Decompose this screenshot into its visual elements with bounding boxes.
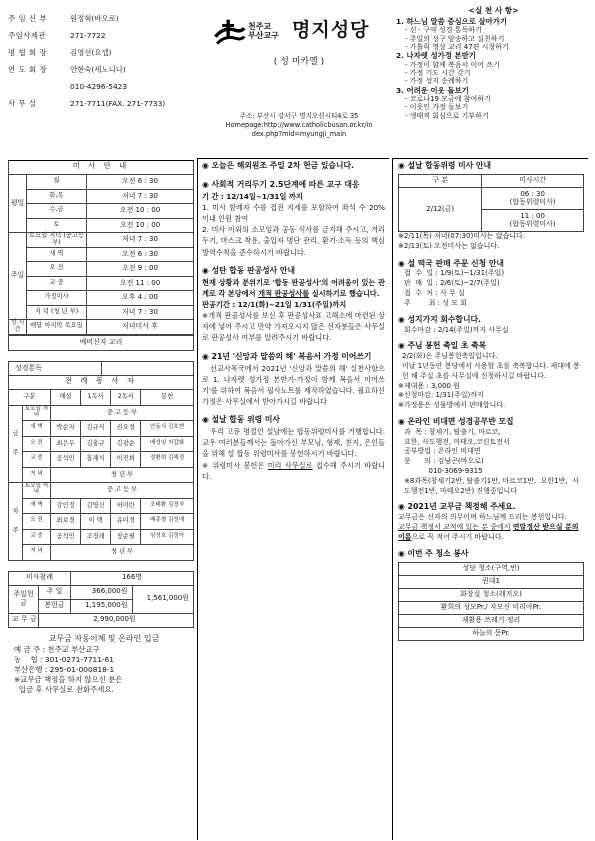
sched-row	[9, 452, 194, 468]
bulletin-header	[8, 6, 588, 156]
mass-time: 오전 10 : 00	[87, 218, 194, 233]
practice-item: - 신 · 구약 성경 통독하기	[405, 26, 482, 35]
cleaning-heading: ◉ 이번 주 청소 봉사	[398, 548, 469, 558]
weekly-offering-label: 주일헌금	[9, 585, 39, 613]
confession-notice-underline: 개적 판공성사를	[258, 288, 310, 298]
candle-blessing-body: 2/2(화)은 주님봉헌축일입니다. 이날 1년동안 봉당에서 사용할 초를 축복합니다. 제대에 봉헌 해 주실 초를 사무실에 신청하시길 바랍니다.	[402, 352, 580, 380]
sched-row	[9, 467, 194, 483]
practice-item: - 가정이 함께 복음서 이어 쓰기	[405, 60, 500, 69]
sched-cell: 홍재식	[81, 452, 111, 468]
mass-row	[9, 262, 194, 277]
staff-row	[8, 95, 198, 112]
requiem-note-b: 접수해 주시기 바랍니다.	[202, 460, 386, 481]
bible-study-label: 성경통독	[9, 361, 102, 376]
sched-cell: 이 택	[81, 514, 111, 530]
rice-cake-heading: ◉ 설 떡국 판매 주문 신청 안내	[398, 258, 504, 268]
staff-role: 사 무 실	[8, 98, 37, 108]
bible-study-table	[8, 361, 194, 377]
distancing-heading: ◉ 사회적 거리두기 2.5단계에 따른 교구 대응	[202, 179, 360, 189]
pledge-label: 교 무 금	[9, 613, 39, 627]
right-column	[392, 158, 588, 840]
bank-line: 입금 후 사무실로 전화주세요.	[14, 685, 114, 695]
sunday-offering-label: 주 일	[39, 585, 71, 599]
pledge-heading: ◉ 2021년 교무금 책정해 주세요.	[398, 502, 516, 512]
sched-merged-cell: 중 고 등 부	[51, 483, 194, 499]
pledge-underline-1: 교무금 책정서 교적에 있는 분 중에서	[398, 523, 511, 532]
mass-group-label: 평일	[9, 175, 27, 233]
sched-cell: 이진희	[111, 452, 141, 468]
weekly-offering-total: 1,561,000원	[132, 585, 194, 613]
sched-cell: 안동식 김호현	[141, 421, 194, 437]
staff-role: 연 도 회 장	[8, 64, 48, 74]
gospel-copy-heading: ◉ 21년 '신앙과 말씀의 해' 복음서 가정 이어쓰기	[202, 351, 372, 361]
liturgy-servers-table	[8, 389, 194, 561]
mass-time: 저녁 7 : 30	[87, 233, 194, 248]
staff-value: 271-7711(FAX. 271-7733)	[70, 98, 166, 108]
staff-row	[8, 61, 198, 78]
staff-value: 김영선(요셉)	[70, 47, 112, 57]
bank-transfer-info	[8, 634, 194, 696]
staff-row	[8, 27, 198, 44]
mass-time: 오전 6 : 30	[87, 247, 194, 262]
sched-cell: 김홍규	[81, 436, 111, 452]
diocese-line-2: 부산교구	[248, 31, 279, 41]
mass-day: 토	[27, 218, 87, 233]
practice-item: - 가정 기도 시간 갖기	[405, 68, 471, 77]
sched-header-cell: 2독서	[111, 390, 141, 406]
parish-name: 명지성당	[292, 19, 370, 41]
bank-line: ※교무금 책정을 하지 않으신 분은	[14, 675, 123, 685]
palm-return-body: 회수마감 : 2/14(주일)까지 사무실	[404, 325, 509, 334]
diocese-label	[248, 22, 279, 40]
mass-time: 오후 4 : 00	[87, 291, 194, 306]
bible-class-line: 요한, 사도행전, 마태오,코린토전서	[404, 437, 510, 446]
confession-period: 판공기간 : 12/1(화)~21일 1/31(주일)까지	[202, 299, 347, 309]
bible-class-line: 문 의 : 김남곤(바오로)	[404, 457, 484, 466]
new-year-requiem-body: 우리 고유 명절인 설날에는 합동위령미사를 거행합니다. 교우 여러분들께서는 돌아가신 부모님, 형제, 친지, 은인들을 위해 설 합동 위령미사를 봉헌하시기 바랍니다.	[202, 427, 385, 459]
catechism-table	[8, 335, 194, 351]
cleaning-row	[399, 575, 584, 588]
staff-value: 안현숙(세노니나)	[70, 64, 126, 74]
overseas-aid-notice: ◉ 오늘은 해외원조 주일 2차 헌금 있습니다.	[202, 161, 354, 170]
staff-role: 주임사제관	[8, 30, 47, 40]
requiem-col-time: 미사시간	[482, 174, 584, 187]
cleaning-row	[399, 601, 584, 614]
catechism-label: 예비신자 교리	[9, 335, 194, 350]
mass-group-label: 주일	[9, 233, 27, 320]
sched-row	[9, 405, 194, 421]
sched-mass: 오 전	[23, 436, 51, 452]
candle-blessing-notes	[398, 382, 584, 411]
staff-value: 원정혁(바오로)	[70, 13, 119, 23]
bible-class-line: 010-3069-9315	[404, 467, 483, 476]
sched-cell: 정환희 김해경	[141, 452, 194, 468]
mass-time: 오전 10 : 00	[87, 204, 194, 219]
bible-class-heading: ◉ 온라인 비대면 성경공부반 모집	[398, 416, 514, 426]
sched-row	[9, 529, 194, 545]
practice-heading: 3. 어려운 이웃 돌보기	[396, 85, 469, 95]
sunday-offering-value: 366,000원	[71, 585, 133, 599]
sched-cell: 박순자	[51, 421, 81, 437]
mass-day: 화,목	[27, 189, 87, 204]
rice-cake-line: 접 수 처 : 사 무 실	[404, 289, 465, 297]
sched-merged-cell: 청 년 부	[51, 545, 194, 561]
bible-class-details	[398, 428, 584, 497]
middle-column	[197, 158, 389, 840]
requiem-time-2-note: (합동위령미사)	[509, 220, 556, 229]
practice-item: - 생태적 회심으로 기부하기	[405, 111, 489, 120]
sched-row	[9, 498, 194, 514]
cleaning-table	[398, 562, 584, 641]
sched-header-cell: 해설	[51, 390, 81, 406]
sched-group-label: 금 주	[9, 405, 23, 483]
practice-item: - 가톨릭 영상 교리 47편 시청하기	[405, 42, 509, 51]
sched-row	[9, 483, 194, 499]
sched-merged-cell: 중 고 등 부	[51, 405, 194, 421]
cleaning-category: 화장실 청소(레지오)	[399, 588, 584, 601]
confession-notice	[202, 277, 385, 299]
sched-row	[9, 514, 194, 530]
requiem-note-1: ※2/11(목) 저녁(07:30)미사는 없습니다.	[398, 231, 525, 240]
sched-mass: 토요일 저 녁	[23, 405, 51, 421]
requiem-note-a: ※ 위령미사 봉헌은	[202, 460, 268, 470]
sched-cell: 임성호 김정아	[141, 529, 194, 545]
sched-cell: 김영신	[81, 498, 111, 514]
attendance-label: 미사참례	[9, 571, 71, 585]
mass-day: 토요일 저녁 (중고등부)	[27, 233, 87, 248]
pledge-instruction	[398, 523, 584, 543]
pledge-value: 2,990,000원	[39, 613, 194, 627]
mass-row	[9, 247, 194, 262]
rice-cake-line: 주 최 : 성 모 회	[404, 298, 467, 307]
rice-cake-line: 판 매 일 : 2/6(토)~2/7(주일)	[404, 279, 500, 288]
rice-cake-details	[398, 269, 584, 308]
candle-note: ※제대용 : 3,000 원	[398, 381, 460, 390]
sched-merged-cell: 청 년 부	[51, 467, 194, 483]
practice-title: <실 천 사 항>	[468, 6, 519, 15]
confession-body: ※개적 판공성사를 보신 후 판공성사표 고해소에 마련된 상자에 넣어 주시고 만약 가져오시지 않은 신자분들은 사무실로 판공성사 여부를 알려주시기 바랍니다.	[202, 311, 385, 343]
church-logo-icon	[212, 18, 246, 52]
attendance-value: 166명	[71, 571, 194, 585]
distancing-body-2: 2. 미사 이외의 소모임과 공동 식사를 금지해 주시고, 거리두기, 마스크 착용, 출입자 명단 관리, 환기·소독 등의 핵심 방역수칙을 준수하시기 바랍니다.	[202, 225, 385, 257]
confession-heading: ◉ 성탄 합동 판공성사 안내	[202, 265, 295, 275]
practice-heading: 1. 하느님 말씀 중심으로 살아가기	[396, 16, 508, 26]
cleaning-category: 성당 청소(구역,반)	[399, 562, 584, 575]
sched-mass: 저 녁	[23, 467, 51, 483]
distancing-body-1: 1. 미사 참례자 수를 접전 지세를 포함하여 좌석 수 20% 이내 인원 참여	[202, 202, 385, 224]
confession-row	[9, 320, 194, 335]
donation-label: 봉헌금	[39, 599, 71, 613]
sched-cell: 배성임 지갑화	[141, 436, 194, 452]
sched-cell: 허미란	[111, 498, 141, 514]
sched-cell: 김규식	[81, 421, 111, 437]
mass-day: 교 중	[27, 276, 87, 291]
pledge-body: 교무금은 신자의 의무이며 하느님께 드리는 봉헌입니다.	[398, 513, 567, 522]
mass-time: 오전 11 : 00	[87, 276, 194, 291]
new-year-requiem-note	[202, 460, 385, 482]
pledge-tail: 으로 꼭 적어 주시기 바랍니다.	[411, 532, 504, 541]
bible-class-line: ※8과목(창세기2반, 탈출기1반, 마르코1반, 요한1반, 사도행전1반, 마태오2반) 진행중입니다	[404, 476, 579, 495]
staff-row	[8, 78, 198, 95]
sched-cell: 최보경	[51, 514, 81, 530]
diocese-line-1: 천주교	[248, 22, 272, 31]
mass-day: 월	[27, 175, 87, 190]
practice-list	[396, 17, 591, 120]
sched-cell: 권오경	[111, 421, 141, 437]
cleaning-assignee: 퀸대1	[399, 575, 584, 588]
new-year-requiem-heading: ◉ 설날 합동 위령 미사	[202, 415, 280, 425]
requiem-time-2-value: 11 : 00	[520, 212, 545, 221]
staff-value: 010-4296-5423	[70, 81, 128, 91]
requiem-note-underline: 미리 사무실로	[267, 460, 313, 470]
sched-row	[9, 436, 194, 452]
staff-value: 271-7722	[70, 30, 106, 40]
sched-row	[9, 421, 194, 437]
requiem-time-2	[482, 209, 584, 231]
bible-class-line: 과 목 : 창세기, 탈출기, 마르코,	[404, 427, 501, 436]
rice-cake-line: 접 수 일 : 1/9(토)~1/31(주일)	[404, 269, 505, 278]
donation-value: 1,195,000원	[71, 599, 133, 613]
sched-header-cell: 봉헌	[141, 390, 194, 406]
staff-role: 주 임 신 부	[8, 13, 48, 23]
gospel-copy-body: 선교사목국에서 2021년 '신앙과 말씀의 해' 실천사항으로 1. 나자렛 성가정 본받기-가정이 함께 복음서 이어쓰기'를 위하여 복음서 필사노트를 제작하였습니다. 필요하신 가정은 사무실에서 받아가시길 바랍니다	[202, 363, 385, 406]
address-line: 주소: 부산시 강서구 명지오션시티4로 35	[239, 112, 359, 120]
sched-cell: 배종철 김성애	[141, 514, 194, 530]
confession-day: 매달 마지막 목요일	[27, 320, 87, 335]
practice-items	[396, 6, 591, 120]
patron-saint: ( 성 미카엘 )	[273, 57, 325, 67]
confession-time: 저녁미사 후	[87, 320, 194, 335]
cleaning-row	[399, 614, 584, 627]
sched-cell: 공석민	[51, 529, 81, 545]
sched-row	[9, 545, 194, 561]
practice-heading: 2. 나자렛 성가정 본받기	[396, 51, 476, 61]
bank-line: 농 협 : 301-0271-7711-61	[14, 655, 114, 665]
sched-cell: 김광순	[111, 436, 141, 452]
sched-mass: 저 녁	[23, 545, 51, 561]
left-column	[8, 160, 194, 840]
sched-cell: 조태환 김정자	[141, 498, 194, 514]
collection-table	[8, 571, 194, 628]
sched-cell: 강인정	[51, 498, 81, 514]
bank-lines	[14, 645, 194, 695]
sched-cell: 장순필	[111, 529, 141, 545]
homepage-line-1[interactable]: Homepage:http://www.catholicbusan.or.kr/in	[225, 120, 373, 129]
mass-row	[9, 276, 194, 291]
sched-mass: 오 전	[23, 514, 51, 530]
mass-day: 가정미사	[27, 291, 87, 306]
sched-header-cell: 구분	[9, 390, 51, 406]
confession-notice-a: 현재 상황과 분위기로 '합동 판공성사'의 어려움이 있는 관계로 각 본당에서	[202, 277, 385, 298]
mass-time: 저녁 7 : 30	[87, 305, 194, 320]
mass-row	[9, 189, 194, 204]
requiem-date: 2/12(금)	[399, 187, 482, 231]
sched-group-label: 차 주	[9, 483, 23, 561]
mass-day: 오 전	[27, 262, 87, 277]
mass-time: 저녁 7 : 30	[87, 189, 194, 204]
sched-mass: 새 벽	[23, 498, 51, 514]
sched-header-cell: 1독서	[81, 390, 111, 406]
candle-blessing-heading: ◉ 주님 봉헌 축일 초 축복	[398, 341, 487, 351]
bible-class-line: 공부방법 : 온라인 비대면	[404, 447, 481, 456]
requiem-schedule-table	[398, 174, 584, 232]
sched-cell: 최은우	[51, 436, 81, 452]
sched-cell: 유미경	[111, 514, 141, 530]
distancing-period: 기 간 : 12/14일~1/31일 까지	[202, 191, 303, 201]
cleaning-category: 제활용 쓰레기 정리	[399, 614, 584, 627]
sched-mass: 토요일 저 녁	[23, 483, 51, 499]
parish-address	[204, 112, 394, 139]
cleaning-row	[399, 588, 584, 601]
sched-cell: 조정래	[81, 529, 111, 545]
sched-mass: 교 중	[23, 529, 51, 545]
practice-item: - 코로나19 모금에 참여하기	[405, 94, 491, 103]
bank-line: 예 금 주 : 천주교 부산교구	[14, 645, 100, 655]
mass-day: 수,금	[27, 204, 87, 219]
mass-day: 새 벽	[27, 247, 87, 262]
staff-directory	[8, 10, 198, 112]
sched-header-row	[9, 390, 194, 406]
sched-mass: 새 벽	[23, 421, 51, 437]
staff-row	[8, 10, 198, 27]
requiem-time-1-note: (합동위령미사)	[509, 198, 556, 207]
mass-row	[9, 233, 194, 248]
mass-row	[9, 175, 194, 190]
staff-row	[8, 44, 198, 61]
candle-note: ※가정용은 성물방에서 판매합니다.	[398, 401, 506, 410]
bank-title: 교무금 자동이체 및 온라인 입금	[48, 633, 160, 643]
mass-row	[9, 204, 194, 219]
cleaning-row	[399, 562, 584, 575]
cleaning-row	[399, 627, 584, 640]
practice-item: - 가정 성지 순례하기	[405, 77, 469, 86]
bank-line: 부산은행 : 295-01-000818-1	[14, 665, 115, 675]
candle-note: ※신청마감: 1/31(주일)까지	[398, 391, 484, 400]
liturgy-servers-title: 전 례 봉 사 자	[8, 376, 194, 389]
mass-time: 오전 6 : 30	[87, 175, 194, 190]
mass-row	[9, 218, 194, 233]
confession-label: 성 시간	[9, 320, 27, 335]
requiem-time-1-value: 06 : 30	[520, 190, 545, 199]
sched-mass: 교 중	[23, 452, 51, 468]
mass-schedule-title: 미 사 안 내	[8, 161, 194, 174]
requiem-schedule-heading: ◉ 설날 합동위령 미사 안내	[398, 161, 491, 170]
bible-study-value	[101, 361, 194, 376]
homepage-line-2[interactable]: dex.php?mid=myungji_main	[251, 129, 347, 138]
requiem-note-2: ※2/13(토) 오전미사는 없습니다.	[398, 241, 500, 250]
palm-return-heading: ◉ 성지가지 회수합니다.	[398, 314, 481, 324]
mass-day: 저 녁 (청 년 부)	[27, 305, 87, 320]
parish-logo-block	[204, 14, 394, 154]
practice-item: - 이웃인 가정 돌보기	[405, 103, 469, 112]
staff-role: 평 협 회 장	[8, 47, 48, 57]
requiem-col-type: 구 분	[399, 174, 482, 187]
sched-cell: 공석민	[51, 452, 81, 468]
practice-item: - 주일의 성구 암송하고 실천하기	[405, 34, 505, 43]
cleaning-assignee: 하늘의 문Pr.	[399, 627, 584, 640]
cleaning-assignee: 환희의 성모Pr./ 자모신 미리아Pr.	[399, 601, 584, 614]
requiem-time-1	[482, 187, 584, 209]
mass-row	[9, 305, 194, 320]
pledge-underline-2: 연말정산 받으실 분의 이름	[398, 523, 579, 541]
mass-row	[9, 291, 194, 306]
confession-notice-b: 실시하기로 했습니다.	[309, 288, 380, 298]
mass-time: 오전 9 : 00	[87, 262, 194, 277]
mass-schedule-table	[8, 174, 194, 335]
